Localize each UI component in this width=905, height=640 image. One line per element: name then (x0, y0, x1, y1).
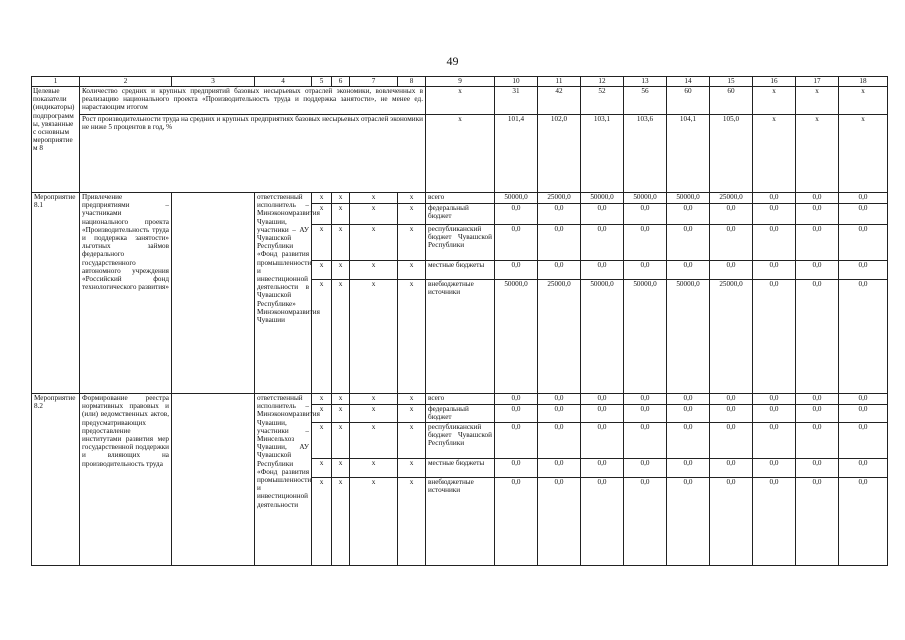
funding-value: 0,0 (667, 423, 710, 459)
funding-value: 50000,0 (495, 280, 538, 394)
funding-value: 0,0 (581, 261, 624, 280)
budget-code: x (398, 394, 426, 405)
budget-code: x (398, 204, 426, 225)
column-number: 12 (581, 77, 624, 87)
funding-source: федеральный бюджет (426, 204, 495, 225)
target-value: 101,4 (495, 115, 538, 193)
budget-code: x (312, 225, 332, 261)
funding-value: 0,0 (538, 394, 581, 405)
funding-value: 0,0 (624, 478, 667, 566)
budget-code: x (398, 225, 426, 261)
target-value: 42 (538, 87, 581, 115)
funding-value: 0,0 (796, 204, 839, 225)
funding-value: 0,0 (710, 204, 753, 225)
funding-value: 0,0 (796, 261, 839, 280)
budget-code: x (350, 459, 398, 478)
funding-value: 0,0 (710, 225, 753, 261)
funding-value: 0,0 (495, 459, 538, 478)
funding-source: всего (426, 394, 495, 405)
funding-value: 0,0 (839, 423, 888, 459)
funding-value: 0,0 (796, 405, 839, 423)
funding-value: 0,0 (624, 405, 667, 423)
budget-code: x (350, 405, 398, 423)
funding-source: федеральный бюджет (426, 405, 495, 423)
funding-value: 25000,0 (710, 193, 753, 204)
funding-source: внебюджетные источники (426, 478, 495, 566)
column-number: 1 (32, 77, 80, 87)
funding-value: 0,0 (753, 261, 796, 280)
funding-value: 0,0 (753, 478, 796, 566)
column-number: 8 (398, 77, 426, 87)
column-number: 14 (667, 77, 710, 87)
funding-value: 0,0 (839, 394, 888, 405)
target-value: 103,1 (581, 115, 624, 193)
funding-value: 50000,0 (495, 193, 538, 204)
target-row (32, 115, 888, 193)
funding-source: республиканский бюджет Чувашской Республики (426, 423, 495, 459)
funding-row (32, 394, 888, 405)
funding-value: 0,0 (538, 261, 581, 280)
funding-value: 0,0 (839, 193, 888, 204)
column-number: 5 (312, 77, 332, 87)
funding-value: 25000,0 (538, 193, 581, 204)
funding-value: 0,0 (753, 193, 796, 204)
funding-value: 50000,0 (624, 280, 667, 394)
budget-code: x (332, 459, 350, 478)
funding-value: 0,0 (710, 405, 753, 423)
funding-value: 0,0 (667, 225, 710, 261)
budget-code: x (350, 204, 398, 225)
funding-value: 0,0 (581, 394, 624, 405)
budget-code: x (312, 280, 332, 394)
funding-value: 0,0 (495, 394, 538, 405)
column-number-row (32, 77, 888, 87)
funding-value: 0,0 (624, 204, 667, 225)
budget-code: x (332, 423, 350, 459)
funding-source: местные бюджеты (426, 459, 495, 478)
funding-value: 0,0 (581, 478, 624, 566)
measure-label: Мероприятие 8.1 (32, 193, 80, 394)
funding-value: 0,0 (495, 204, 538, 225)
budget-code: x (332, 394, 350, 405)
funding-value: 0,0 (796, 423, 839, 459)
measure-blank (172, 193, 255, 394)
column-number: 11 (538, 77, 581, 87)
funding-value: 0,0 (667, 478, 710, 566)
funding-value: 0,0 (538, 423, 581, 459)
funding-row (32, 193, 888, 204)
funding-value: 0,0 (667, 405, 710, 423)
funding-value: 0,0 (538, 478, 581, 566)
funding-value: 0,0 (710, 478, 753, 566)
measure-description: Формирование реестра нормативных правовых и (или) ведомственных актов, предусматривающих предоставление институтами развития мер государственной поддержки и влияющих на производительность труда (80, 394, 172, 566)
page-number: 49 (446, 54, 459, 68)
funding-value: 50000,0 (624, 193, 667, 204)
column-number: 18 (839, 77, 888, 87)
budget-code: x (312, 405, 332, 423)
budget-code: x (350, 280, 398, 394)
funding-value: 0,0 (753, 405, 796, 423)
funding-value: 25000,0 (710, 280, 753, 394)
funding-value: 0,0 (753, 204, 796, 225)
budget-code: x (350, 261, 398, 280)
target-text: Количество средних и крупных предприятий базовых несырьевых отраслей экономики, вовлеченных в реализацию национального проекта «Производительность труда и поддержка занятости», не менее ед. нарастающим итогом (80, 87, 426, 115)
funding-value: 0,0 (667, 261, 710, 280)
funding-value: 0,0 (581, 423, 624, 459)
column-number: 17 (796, 77, 839, 87)
funding-value: 0,0 (538, 204, 581, 225)
funding-value: 0,0 (495, 261, 538, 280)
target-value: x (796, 87, 839, 115)
funding-value: 0,0 (667, 204, 710, 225)
funding-value: 0,0 (796, 478, 839, 566)
funding-value: 0,0 (839, 204, 888, 225)
column-number: 10 (495, 77, 538, 87)
funding-value: 50000,0 (581, 280, 624, 394)
funding-value: 0,0 (581, 405, 624, 423)
target-row (32, 87, 888, 115)
funding-value: 0,0 (624, 423, 667, 459)
funding-value: 0,0 (538, 405, 581, 423)
budget-code: x (312, 394, 332, 405)
funding-source: всего (426, 193, 495, 204)
funding-value: 0,0 (581, 225, 624, 261)
column-number: 3 (172, 77, 255, 87)
budget-code: x (332, 405, 350, 423)
funding-value: 0,0 (796, 280, 839, 394)
funding-value: 25000,0 (538, 280, 581, 394)
funding-value: 0,0 (624, 225, 667, 261)
funding-source: республиканский бюджет Чувашской Республики (426, 225, 495, 261)
funding-value: 50000,0 (667, 193, 710, 204)
column-number: 13 (624, 77, 667, 87)
budget-code: x (398, 261, 426, 280)
funding-value: 0,0 (839, 459, 888, 478)
column-number: 6 (332, 77, 350, 87)
column-number: 4 (255, 77, 312, 87)
target-value: 56 (624, 87, 667, 115)
budget-code: x (350, 478, 398, 566)
funding-value: 0,0 (796, 193, 839, 204)
funding-value: 50000,0 (581, 193, 624, 204)
budget-code: x (350, 394, 398, 405)
target-value: 60 (710, 87, 753, 115)
column-number: 16 (753, 77, 796, 87)
funding-value: 0,0 (624, 459, 667, 478)
budget-code: x (312, 459, 332, 478)
budget-code: x (332, 204, 350, 225)
target-value: x (426, 87, 495, 115)
budget-code: x (350, 423, 398, 459)
budget-code: x (398, 280, 426, 394)
budget-code: x (398, 193, 426, 204)
measure-executor: ответственный исполнитель – Минэкономразвития Чувашии, участники – АУ Чувашской Республики «Фонд развития промышленности и инвестиционной деятельности в Чувашской Республике» Минэкономразвития Чувашии (255, 193, 312, 394)
budget-code: x (350, 193, 398, 204)
funding-value: 0,0 (624, 261, 667, 280)
funding-value: 0,0 (538, 225, 581, 261)
measure-description: Привлечение предприятиями – участниками национального проекта «Производительность труда и поддержка занятости» льготных займов федерального государственного автономного учреждения «Российский фонд технологического развития» (80, 193, 172, 394)
target-value: 52 (581, 87, 624, 115)
target-value: 103,6 (624, 115, 667, 193)
target-value: x (753, 115, 796, 193)
measure-blank (172, 394, 255, 566)
budget-code: x (312, 261, 332, 280)
targets-label: Целевые показатели (индикаторы) подпрограммы, увязанные с основным мероприятием 8 (32, 87, 80, 193)
target-text: Рост производительности труда на средних и крупных предприятиях базовых несырьевых отраслей экономики не ниже 5 процентов в год, % (80, 115, 426, 193)
funding-value: 0,0 (796, 225, 839, 261)
funding-value: 0,0 (839, 225, 888, 261)
funding-value: 0,0 (710, 423, 753, 459)
funding-source: внебюджетные источники (426, 280, 495, 394)
funding-value: 0,0 (495, 405, 538, 423)
funding-value: 0,0 (839, 280, 888, 394)
target-value: 105,0 (710, 115, 753, 193)
funding-value: 0,0 (753, 280, 796, 394)
funding-value: 0,0 (710, 459, 753, 478)
budget-code: x (332, 280, 350, 394)
budget-code: x (398, 478, 426, 566)
funding-source: местные бюджеты (426, 261, 495, 280)
budget-code: x (398, 423, 426, 459)
funding-value: 0,0 (710, 261, 753, 280)
budget-code: x (332, 478, 350, 566)
funding-value: 0,0 (624, 394, 667, 405)
column-number: 2 (80, 77, 172, 87)
target-value: x (839, 115, 888, 193)
funding-value: 0,0 (839, 405, 888, 423)
target-value: 60 (667, 87, 710, 115)
column-number: 9 (426, 77, 495, 87)
column-number: 15 (710, 77, 753, 87)
column-number: 7 (350, 77, 398, 87)
funding-value: 0,0 (710, 394, 753, 405)
funding-value: 0,0 (495, 225, 538, 261)
funding-value: 0,0 (667, 394, 710, 405)
funding-value: 0,0 (839, 261, 888, 280)
funding-value: 0,0 (495, 423, 538, 459)
budget-code: x (312, 193, 332, 204)
target-value: 104,1 (667, 115, 710, 193)
target-value: x (796, 115, 839, 193)
budget-code: x (332, 225, 350, 261)
target-value: 102,0 (538, 115, 581, 193)
funding-value: 0,0 (796, 394, 839, 405)
funding-value: 0,0 (538, 459, 581, 478)
funding-value: 0,0 (581, 204, 624, 225)
funding-value: 0,0 (753, 394, 796, 405)
funding-value: 0,0 (796, 459, 839, 478)
budget-code: x (350, 225, 398, 261)
measure-executor: ответственный исполнитель – Минэкономразвития Чувашии, участники – Минсельхоз Чувашии, АУ Чувашской Республики «Фонд развития промышленности и инвестиционной деятельности (255, 394, 312, 566)
funding-value: 0,0 (581, 459, 624, 478)
funding-value: 0,0 (839, 478, 888, 566)
budget-code: x (332, 261, 350, 280)
budget-code: x (398, 459, 426, 478)
funding-value: 0,0 (753, 225, 796, 261)
funding-value: 0,0 (667, 459, 710, 478)
budget-code: x (332, 193, 350, 204)
funding-value: 50000,0 (667, 280, 710, 394)
target-value: x (753, 87, 796, 115)
budget-code: x (398, 405, 426, 423)
budget-code: x (312, 423, 332, 459)
target-value: x (426, 115, 495, 193)
program-table (31, 76, 888, 566)
budget-code: x (312, 478, 332, 566)
target-value: x (839, 87, 888, 115)
funding-value: 0,0 (495, 478, 538, 566)
measure-label: Мероприятие 8.2 (32, 394, 80, 566)
funding-value: 0,0 (753, 459, 796, 478)
funding-value: 0,0 (753, 423, 796, 459)
target-value: 31 (495, 87, 538, 115)
budget-code: x (312, 204, 332, 225)
